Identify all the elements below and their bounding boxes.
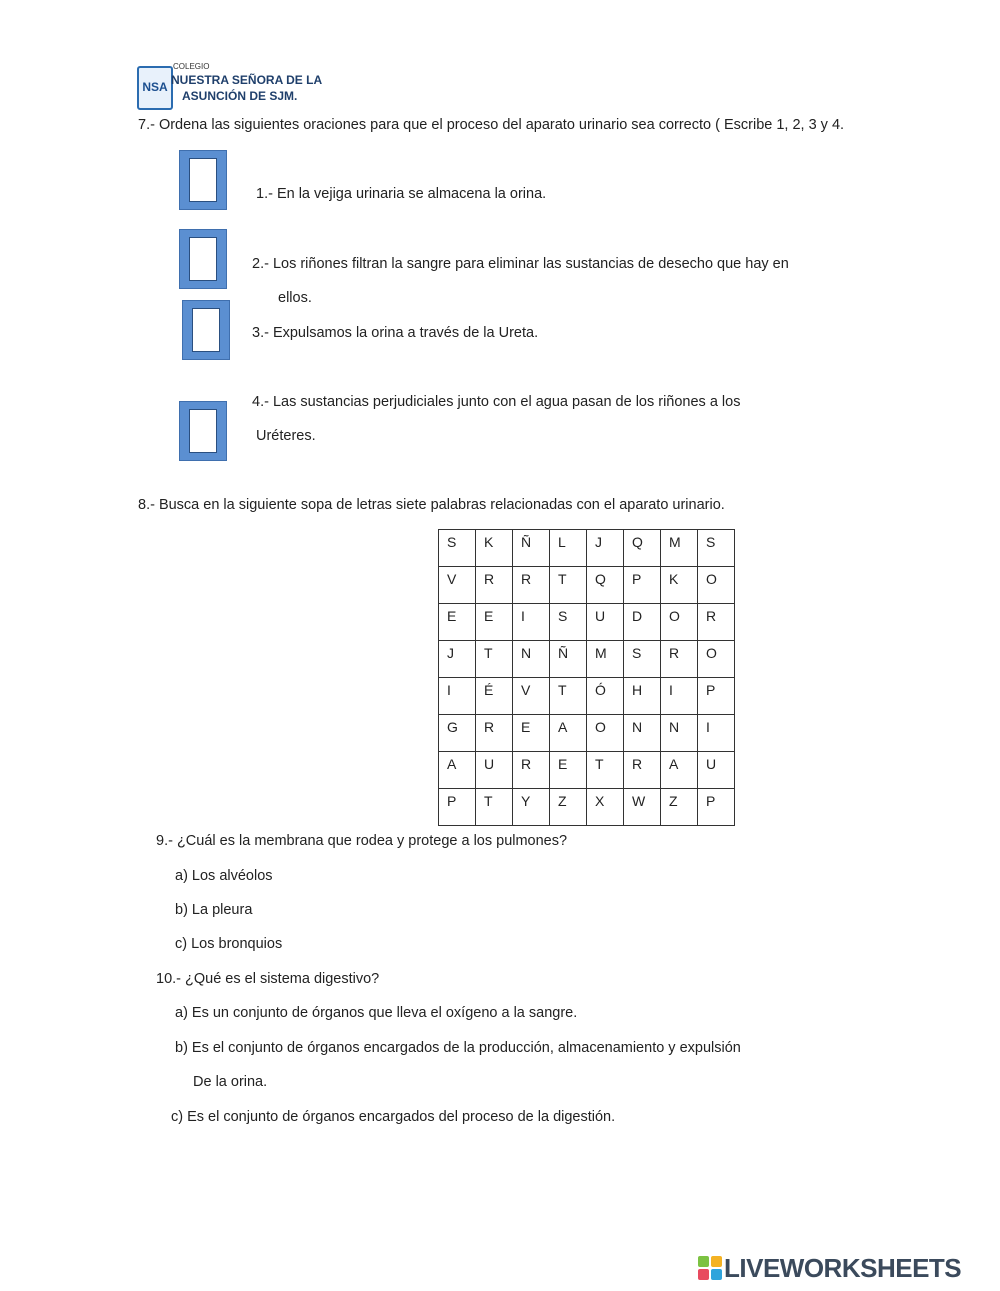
q7-item-2: 2.- Los riñones filtran la sangre para eliminar las sustancias de desecho que hay en	[252, 256, 789, 272]
word-search-cell[interactable]: E	[439, 604, 476, 641]
word-search-row	[439, 604, 735, 641]
q9-option-a[interactable]: a) Los alvéolos	[175, 868, 273, 884]
word-search-cell[interactable]: V	[513, 678, 550, 715]
word-search-row	[439, 567, 735, 604]
word-search-cell[interactable]: R	[698, 604, 735, 641]
word-search-cell[interactable]: Y	[513, 789, 550, 826]
word-search-cell[interactable]: M	[661, 530, 698, 567]
q8-prompt: 8.- Busca en la siguiente sopa de letras siete palabras relacionadas con el aparato urinario.	[138, 497, 725, 513]
school-name-line2: ASUNCIÓN DE SJM.	[182, 89, 298, 103]
word-search-cell[interactable]: J	[439, 641, 476, 678]
word-search-cell[interactable]: N	[624, 715, 661, 752]
word-search-cell[interactable]: P	[439, 789, 476, 826]
word-search-row	[439, 678, 735, 715]
word-search-row	[439, 641, 735, 678]
word-search-cell[interactable]: P	[698, 789, 735, 826]
word-search-row	[439, 752, 735, 789]
word-search-cell[interactable]: E	[550, 752, 587, 789]
word-search-cell[interactable]: E	[476, 604, 513, 641]
word-search-cell[interactable]: R	[624, 752, 661, 789]
word-search-cell[interactable]: Z	[661, 789, 698, 826]
q7-answer-input-1[interactable]	[189, 158, 217, 202]
word-search-row	[439, 715, 735, 752]
q9-prompt: 9.- ¿Cuál es la membrana que rodea y protege a los pulmones?	[156, 833, 568, 849]
word-search-cell[interactable]: K	[476, 530, 513, 567]
word-search-cell[interactable]: T	[550, 567, 587, 604]
word-search-cell[interactable]: O	[587, 715, 624, 752]
word-search-cell[interactable]: U	[476, 752, 513, 789]
word-search-cell[interactable]: S	[698, 530, 735, 567]
word-search-cell[interactable]: E	[513, 715, 550, 752]
word-search-cell[interactable]: O	[698, 641, 735, 678]
word-search-cell[interactable]: A	[550, 715, 587, 752]
word-search-cell[interactable]: P	[624, 567, 661, 604]
word-search-cell[interactable]: Ñ	[550, 641, 587, 678]
q7-answer-box-3	[182, 300, 230, 360]
q10-prompt: 10.- ¿Qué es el sistema digestivo?	[156, 971, 380, 987]
word-search-cell[interactable]: W	[624, 789, 661, 826]
q7-item-3: 3.- Expulsamos la orina a través de la Ureta.	[252, 325, 539, 341]
word-search-cell[interactable]: R	[476, 567, 513, 604]
word-search-row	[439, 530, 735, 567]
word-search-cell[interactable]: Ñ	[513, 530, 550, 567]
word-search-cell[interactable]: S	[439, 530, 476, 567]
word-search-cell[interactable]: I	[513, 604, 550, 641]
school-logo	[137, 62, 337, 110]
q7-prompt: 7.- Ordena las siguientes oraciones para que el proceso del aparato urinario sea correcto ( Escribe 1, 2, 3 y 4.	[138, 117, 845, 133]
q10-option-a[interactable]: a) Es un conjunto de órganos que lleva el oxígeno a la sangre.	[175, 1005, 578, 1021]
school-crest-icon: NSA	[137, 66, 173, 110]
word-search-cell[interactable]: U	[698, 752, 735, 789]
liveworksheets-wordmark: LIVEWORKSHEETS	[724, 1253, 962, 1283]
word-search-cell[interactable]: R	[513, 567, 550, 604]
word-search-grid	[438, 529, 735, 826]
q9-option-c[interactable]: c) Los bronquios	[175, 936, 283, 952]
word-search-cell[interactable]: S	[550, 604, 587, 641]
word-search-cell[interactable]: N	[661, 715, 698, 752]
word-search-cell[interactable]: O	[698, 567, 735, 604]
word-search-cell[interactable]: K	[661, 567, 698, 604]
word-search-cell[interactable]: R	[513, 752, 550, 789]
word-search-cell[interactable]: I	[698, 715, 735, 752]
word-search-cell[interactable]: L	[550, 530, 587, 567]
q10-option-b[interactable]: b) Es el conjunto de órganos encargados de la producción, almacenamiento y expulsión	[175, 1040, 741, 1056]
word-search-row	[439, 789, 735, 826]
q7-answer-input-4[interactable]	[189, 409, 217, 453]
word-search-cell[interactable]: D	[624, 604, 661, 641]
word-search-cell[interactable]: T	[476, 789, 513, 826]
word-search-cell[interactable]: A	[661, 752, 698, 789]
word-search-cell[interactable]: Q	[587, 567, 624, 604]
word-search-cell[interactable]: M	[587, 641, 624, 678]
q10-option-c[interactable]: c) Es el conjunto de órganos encargados del proceso de la digestión.	[171, 1109, 616, 1125]
q7-answer-input-2[interactable]	[189, 237, 217, 281]
q7-item-4-cont: Uréteres.	[256, 428, 316, 444]
word-search-cell[interactable]: U	[587, 604, 624, 641]
school-name-line1: NUESTRA SEÑORA DE LA	[171, 73, 323, 87]
word-search-cell[interactable]: É	[476, 678, 513, 715]
q7-answer-box-1	[179, 150, 227, 210]
word-search-cell[interactable]: V	[439, 567, 476, 604]
word-search-cell[interactable]: R	[661, 641, 698, 678]
word-search-cell[interactable]: H	[624, 678, 661, 715]
q7-answer-box-2	[179, 229, 227, 289]
word-search-cell[interactable]: P	[698, 678, 735, 715]
q7-item-4: 4.- Las sustancias perjudiciales junto con el agua pasan de los riñones a los	[252, 394, 741, 410]
q9-option-b[interactable]: b) La pleura	[175, 902, 253, 918]
word-search-cell[interactable]: J	[587, 530, 624, 567]
word-search-cell[interactable]: G	[439, 715, 476, 752]
q7-answer-box-4	[179, 401, 227, 461]
word-search-cell[interactable]: Ó	[587, 678, 624, 715]
word-search-cell[interactable]: Q	[624, 530, 661, 567]
word-search-cell[interactable]: S	[624, 641, 661, 678]
liveworksheets-blocks-icon	[698, 1256, 722, 1280]
q7-item-2-cont: ellos.	[278, 290, 312, 306]
word-search-cell[interactable]: N	[513, 641, 550, 678]
word-search-cell[interactable]: R	[476, 715, 513, 752]
word-search-cell[interactable]: T	[550, 678, 587, 715]
q7-item-1: 1.- En la vejiga urinaria se almacena la orina.	[256, 186, 547, 202]
word-search-cell[interactable]: T	[587, 752, 624, 789]
word-search-cell[interactable]: T	[476, 641, 513, 678]
word-search-cell[interactable]: X	[587, 789, 624, 826]
word-search-cell[interactable]: Z	[550, 789, 587, 826]
word-search-cell[interactable]: I	[661, 678, 698, 715]
word-search-cell[interactable]: O	[661, 604, 698, 641]
q10-option-b-cont[interactable]: De la orina.	[193, 1074, 268, 1090]
word-search-cell[interactable]: I	[439, 678, 476, 715]
q7-answer-input-3[interactable]	[192, 308, 220, 352]
logo-small-text: COLEGIO	[173, 62, 210, 71]
word-search-cell[interactable]: A	[439, 752, 476, 789]
